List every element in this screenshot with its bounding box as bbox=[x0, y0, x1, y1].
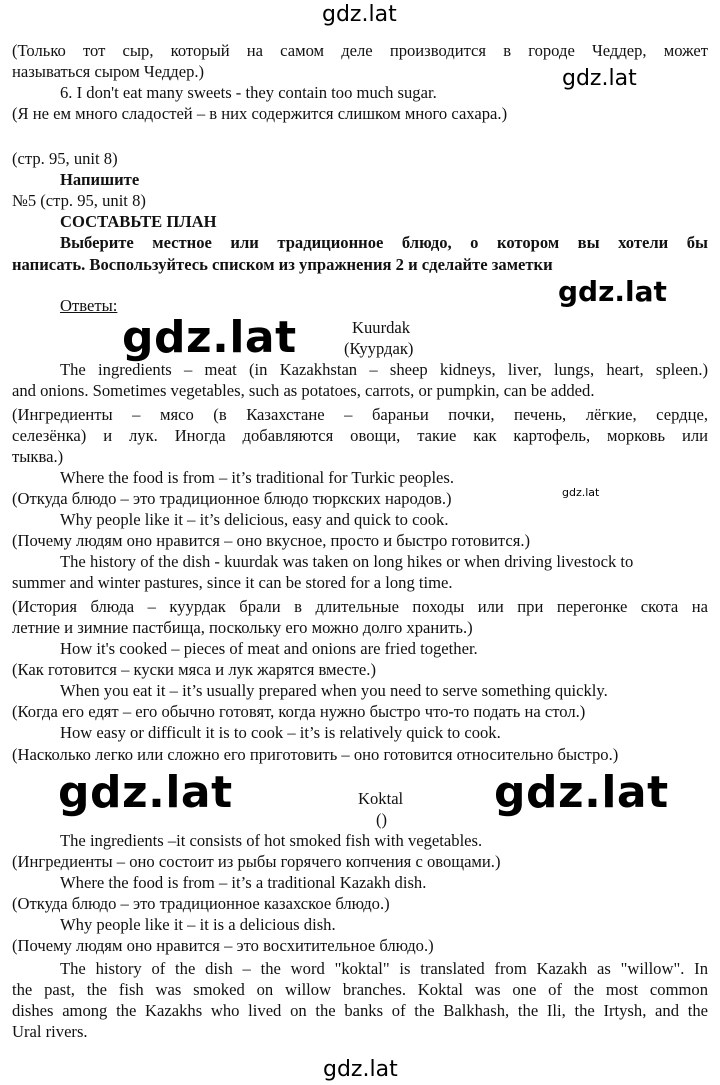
text-line: The history of the dish – the word "koktal" is translated from Kazakh as "willow". In bbox=[60, 959, 708, 978]
text-line: селезёнка) и лук. Иногда добавляются овощи, такие как картофель, морковь или bbox=[12, 426, 708, 445]
dish-subtitle: () bbox=[376, 810, 388, 829]
text-line: the past, the fish was smoked on willow branches. Koktal was one of the most common bbox=[12, 980, 708, 999]
text-line: Why people like it – it’s delicious, easy and quick to cook. bbox=[60, 510, 449, 529]
text-line: летние и зимние пастбища, поскольку его можно долго хранить.) bbox=[12, 618, 473, 637]
watermark-bottom: gdz.lat bbox=[323, 1057, 398, 1082]
task-text: написать. Воспользуйтесь списком из упражнения 2 и сделайте заметки bbox=[12, 255, 553, 274]
task-text: Выберите местное или традиционное блюдо, о котором вы хотели бы bbox=[60, 233, 708, 252]
text-line: and onions. Sometimes vegetables, such as potatoes, carrots, or pumpkin, can be added. bbox=[12, 381, 595, 400]
text-line: How easy or difficult it is to cook – it’s is relatively quick to cook. bbox=[60, 723, 501, 742]
text-line: Where the food is from – it’s traditional for Turkic peoples. bbox=[60, 468, 455, 487]
text-line: Ural rivers. bbox=[12, 1022, 88, 1041]
text-line: тыква.) bbox=[12, 447, 64, 466]
text-line: (Ингредиенты – оно состоит из рыбы горячего копчения с овощами.) bbox=[12, 852, 501, 871]
watermark-top: gdz.lat bbox=[322, 2, 397, 27]
watermark-right-top: gdz.lat bbox=[562, 66, 637, 91]
watermark-large-bottom-left: gdz.lat bbox=[58, 767, 233, 818]
text-line: №5 (стр. 95, unit 8) bbox=[12, 191, 146, 210]
text-line: (Почему людям оно нравится – оно вкусное, просто и быстро готовится.) bbox=[12, 531, 531, 550]
text-line: (Как готовится – куски мяса и лук жарятся вместе.) bbox=[12, 660, 376, 679]
answers-label: Ответы: bbox=[60, 296, 118, 315]
text-line: (Я не ем много сладостей – в них содержится слишком много сахара.) bbox=[12, 104, 508, 123]
section-heading: Напишите bbox=[60, 170, 140, 189]
text-line: summer and winter pastures, since it can be stored for a long time. bbox=[12, 573, 453, 592]
text-line: (Когда его едят – его обычно готовят, когда нужно быстро что-то подать на стол.) bbox=[12, 702, 586, 721]
text-line: (стр. 95, unit 8) bbox=[12, 149, 118, 168]
dish-subtitle: (Куурдак) bbox=[344, 339, 414, 358]
task-title: СОСТАВЬТЕ ПЛАН bbox=[60, 212, 217, 231]
text-line: Why people like it – it is a delicious dish. bbox=[60, 915, 336, 934]
dish-title: Kuurdak bbox=[352, 318, 411, 337]
watermark-large-bottom-right: gdz.lat bbox=[494, 767, 669, 818]
text-line: The ingredients – meat (in Kazakhstan – sheep kidneys, liver, lungs, heart, spleen.) bbox=[60, 360, 708, 379]
text-line: (Насколько легко или сложно его приготовить – оно готовится относительно быстро.) bbox=[12, 745, 619, 764]
text-line: (Ингредиенты – мясо (в Казахстане – бараньи почки, печень, лёгкие, сердце, bbox=[12, 405, 708, 424]
text-line: называться сыром Чеддер.) bbox=[12, 62, 205, 81]
text-line: The history of the dish - kuurdak was taken on long hikes or when driving livestock to bbox=[60, 552, 634, 571]
text-line: (Откуда блюдо – это традиционное блюдо тюркских народов.) bbox=[12, 489, 452, 508]
text-line: The ingredients –it consists of hot smoked fish with vegetables. bbox=[60, 831, 483, 850]
text-line: How it's cooked – pieces of meat and onions are fried together. bbox=[60, 639, 478, 658]
text-line: (Только тот сыр, который на самом деле производится в городе Чеддер, может bbox=[12, 41, 708, 60]
watermark-right-mid: gdz.lat bbox=[558, 275, 667, 308]
text-line: When you eat it – it’s usually prepared when you need to serve something quickly. bbox=[60, 681, 608, 700]
watermark-tiny: gdz.lat bbox=[562, 486, 600, 499]
text-line: dishes among the Kazakhs who lived on the banks of the Balkhash, the Ili, the Irtysh, and the bbox=[12, 1001, 708, 1020]
text-line: Where the food is from – it’s a traditional Kazakh dish. bbox=[60, 873, 427, 892]
dish-title: Koktal bbox=[358, 789, 404, 808]
watermark-large-left: gdz.lat bbox=[122, 312, 297, 363]
text-line: 6. I don't eat many sweets - they contain too much sugar. bbox=[60, 83, 437, 102]
text-line: (Откуда блюдо – это традиционное казахское блюдо.) bbox=[12, 894, 390, 913]
text-line: (История блюда – куурдак брали в длительные походы или при перегонке скота на bbox=[12, 597, 708, 616]
text-line: (Почему людям оно нравится – это восхитительное блюдо.) bbox=[12, 936, 434, 955]
